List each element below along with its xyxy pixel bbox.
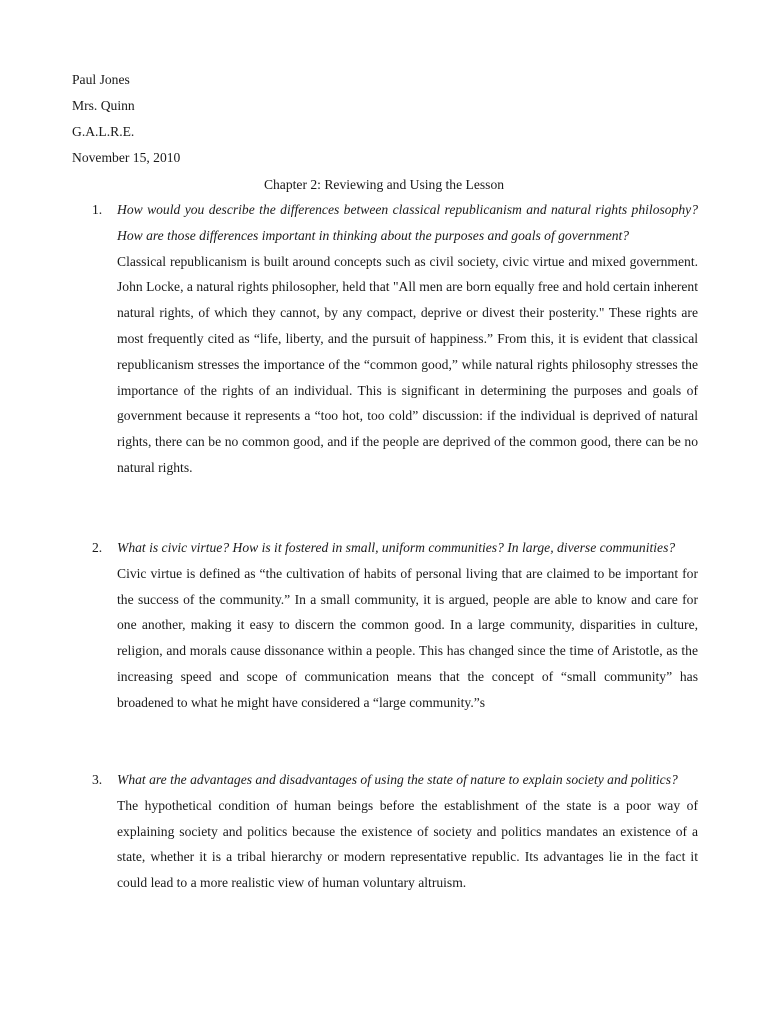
item-number: 1.	[92, 202, 103, 217]
item-number: 3.	[92, 772, 103, 787]
question-text: What is civic virtue? How is it fostered in small, uniform communities? In large, diverse communities?	[117, 540, 676, 555]
student-name: Paul Jones	[72, 72, 130, 87]
list-item	[72, 767, 698, 896]
document-date: November 15, 2010	[72, 150, 181, 165]
document-title: Chapter 2: Reviewing and Using the Lesson	[263, 177, 505, 192]
list-item	[72, 197, 698, 481]
course-name: G.A.L.R.E.	[72, 124, 135, 139]
list-item	[72, 535, 698, 716]
answer-text: The hypothetical condition of human beings before the establishment of the state is a poor way of explaining society and politics because the existence of society and politics mandates an existence of a state, whether it is a tribal hierarchy or modern representative republic. Its advantages lie in the fact it could lead to a more realistic view of human voluntary altruism.	[117, 797, 698, 891]
question-text: How would you describe the differences between classical republicanism and natural rights philosophy? How are those differences important in thinking about the purposes and goals of government?	[117, 202, 698, 243]
teacher-name: Mrs. Quinn	[72, 98, 135, 113]
answer-text: Civic virtue is defined as “the cultivation of habits of personal living that are claimed to be important for the success of the community.” In a small community, it is argued, people are able to know and care for one another, making it easy to discern the common good. In a large community, disparities in culture, religion, and morals cause dissonance within a people. This has changed since the time of Aristotle, as the increasing speed and scope of communication means that the concept of “small community” has broadened to what he might have considered a “large community.”s	[117, 565, 698, 710]
question-text: What are the advantages and disadvantages of using the state of nature to explain society and politics?	[117, 772, 678, 787]
item-number: 2.	[92, 540, 103, 555]
answer-text: Classical republicanism is built around concepts such as civil society, civic virtue and mixed government. John Locke, a natural rights philosopher, held that "All men are born equally free and hold certain inherent natural rights, of which they cannot, by any compact, deprive or divest their posterity." These rights are most frequently cited as “life, liberty, and the pursuit of happiness.” From this, it is evident that classical republicanism stresses the importance of the “common good,” while natural rights philosophy stresses the importance of the rights of an individual. This is significant in determining the purposes and goals of government because it represents a “too hot, too cold” discussion: if the individual is deprived of natural rights, there can be no common good, and if the people are deprived of the common good, there can be no natural rights.	[117, 253, 698, 475]
